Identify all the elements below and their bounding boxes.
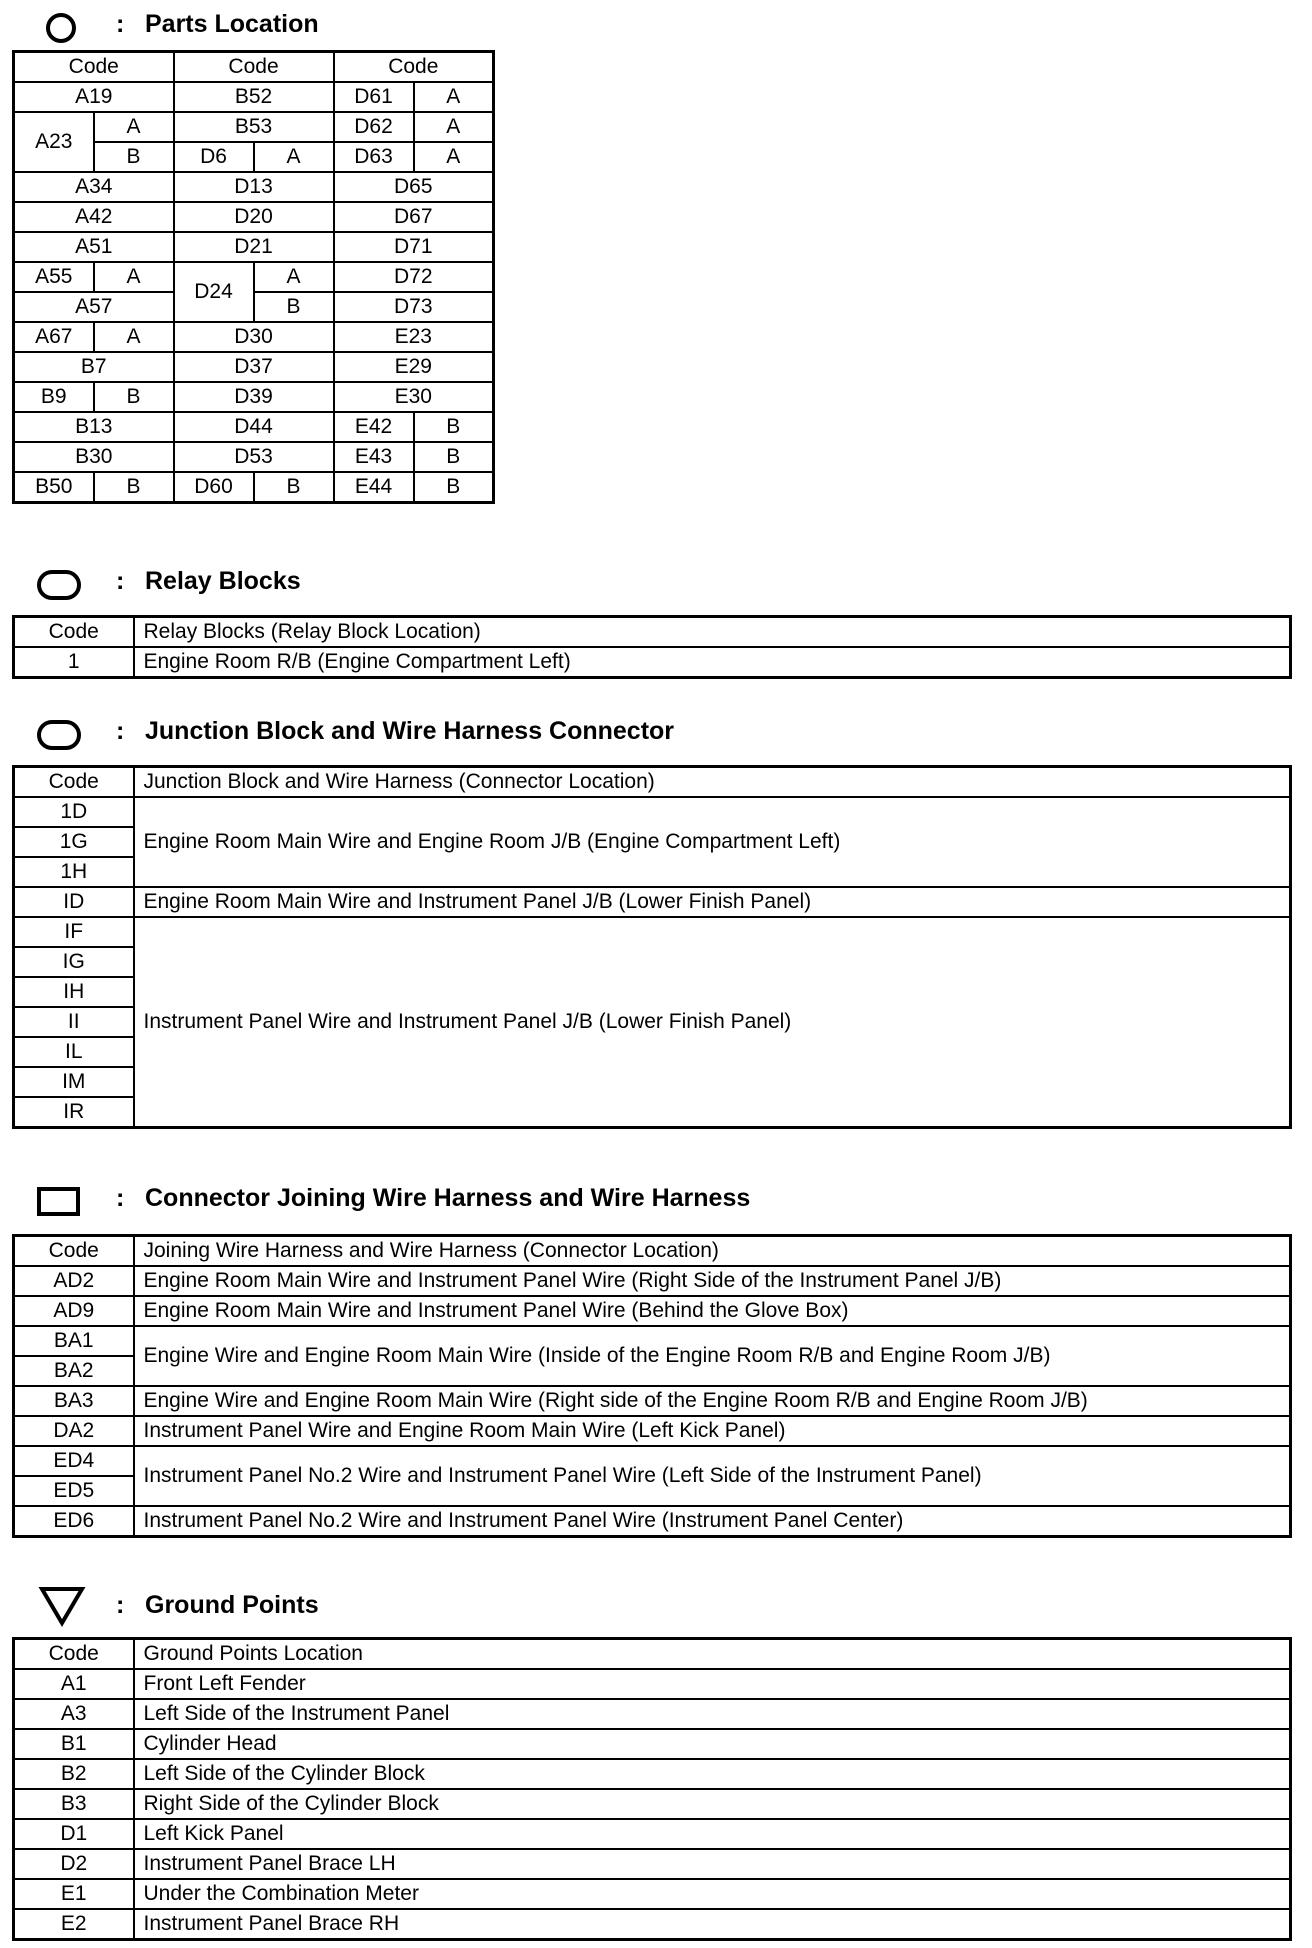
connector-description: Instrument Panel Wire and Engine Room Main Wire (Left Kick Panel) [134,1416,1291,1446]
junction-code: ID [14,887,134,917]
header-code: Code [14,1236,134,1267]
header-code: Code [334,52,494,83]
parts-location-heading [0,8,1312,48]
table-row [14,917,1291,947]
heading-colon: : [116,717,125,745]
ground-code: A1 [14,1669,134,1699]
ground-description: Left Side of the Instrument Panel [134,1699,1291,1729]
table-row [14,472,494,503]
table-row [14,887,1291,917]
table-row [14,617,1291,648]
junction-blocks-table [12,765,1292,1129]
part-sub: A [94,112,174,142]
ground-description: Under the Combination Meter [134,1879,1291,1909]
relay-description: Engine Room R/B (Engine Compartment Left) [134,647,1291,678]
connector-code: ED5 [14,1476,134,1506]
table-row [14,647,1291,678]
connector-code: BA1 [14,1326,134,1356]
table-row [14,1849,1291,1879]
section-title: Connector Joining Wire Harness and Wire Harness [145,1184,751,1212]
connector-code: AD2 [14,1266,134,1296]
junction-code: 1D [14,797,134,827]
table-row [14,112,494,142]
part-sub: B [94,472,174,503]
part-sub: B [414,472,494,503]
table-row [14,1386,1291,1416]
ground-code: E1 [14,1879,134,1909]
ground-description: Right Side of the Cylinder Block [134,1789,1291,1819]
heading-colon: : [116,10,125,38]
table-row [14,1879,1291,1909]
heading-colon: : [116,1591,125,1619]
table-row [14,322,494,352]
ground-points-heading [0,1585,1312,1625]
part-code: D73 [334,292,494,322]
table-row [14,412,494,442]
part-code: A55 [14,262,94,292]
junction-code: IH [14,977,134,1007]
junction-code: 1H [14,857,134,887]
junction-code: IM [14,1067,134,1097]
table-row [14,797,1291,827]
part-code: E44 [334,472,414,503]
table-row [14,1416,1291,1446]
connectors-heading [0,1182,1312,1222]
header-code: Code [14,1639,134,1670]
ground-code: B3 [14,1789,134,1819]
junction-code: IG [14,947,134,977]
part-sub: B [414,442,494,472]
part-code: D62 [334,112,414,142]
table-row [14,1296,1291,1326]
square-icon [36,1186,82,1218]
part-sub: B [254,472,334,503]
table-row [14,1699,1291,1729]
part-code: A51 [14,232,174,262]
connector-description: Engine Room Main Wire and Instrument Panel Wire (Behind the Glove Box) [134,1296,1291,1326]
part-code: D24 [174,262,254,322]
table-row [14,202,494,232]
ground-description: Instrument Panel Brace RH [134,1909,1291,1940]
heading-colon: : [116,1184,125,1212]
parts-location-table [12,50,495,504]
table-row [14,82,494,112]
connectors-table [12,1234,1292,1538]
connector-code: ED4 [14,1446,134,1476]
part-code: B30 [14,442,174,472]
part-code: D72 [334,262,494,292]
header-description: Joining Wire Harness and Wire Harness (Connector Location) [134,1236,1291,1267]
section-title: Ground Points [145,1591,319,1619]
connector-code: BA3 [14,1386,134,1416]
part-sub: B [94,142,174,172]
part-code: D6 [174,142,254,172]
part-code: D21 [174,232,334,262]
part-code: A57 [14,292,174,322]
part-code: E23 [334,322,494,352]
table-row [14,352,494,382]
connector-code: AD9 [14,1296,134,1326]
part-sub: A [94,322,174,352]
part-sub: A [414,142,494,172]
connector-code: ED6 [14,1506,134,1537]
triangle-down-icon [38,1585,86,1627]
table-row [14,1729,1291,1759]
part-code: E42 [334,412,414,442]
part-code: D67 [334,202,494,232]
header-description: Relay Blocks (Relay Block Location) [134,617,1291,648]
junction-code: 1G [14,827,134,857]
part-sub: B [254,292,334,322]
connector-description: Engine Wire and Engine Room Main Wire (Inside of the Engine Room R/B and Engine Room J/B) [134,1326,1291,1386]
part-code: D44 [174,412,334,442]
part-code: B53 [174,112,334,142]
part-code: E30 [334,382,494,412]
table-row [14,52,494,83]
table-row [14,442,494,472]
table-row [14,232,494,262]
part-code: D13 [174,172,334,202]
relay-blocks-table [12,615,1292,679]
junction-code: IR [14,1097,134,1128]
part-code: B9 [14,382,94,412]
section-title: Junction Block and Wire Harness Connector [145,717,675,745]
header-description: Junction Block and Wire Harness (Connector Location) [134,767,1291,798]
connector-description: Engine Room Main Wire and Instrument Panel Wire (Right Side of the Instrument Panel J/B) [134,1266,1291,1296]
table-row [14,1639,1291,1670]
circle-icon [44,11,78,45]
ground-code: B1 [14,1729,134,1759]
connector-description: Instrument Panel No.2 Wire and Instrument Panel Wire (Left Side of the Instrument Panel) [134,1446,1291,1506]
heading-colon: : [116,567,125,595]
table-row [14,1266,1291,1296]
connector-description: Engine Wire and Engine Room Main Wire (Right side of the Engine Room R/B and Engine Room J/B) [134,1386,1291,1416]
part-code: D39 [174,382,334,412]
relay-code: 1 [14,647,134,678]
ground-code: E2 [14,1909,134,1940]
part-code: D63 [334,142,414,172]
header-code: Code [174,52,334,83]
table-row [14,172,494,202]
ground-description: Front Left Fender [134,1669,1291,1699]
part-code: D30 [174,322,334,352]
part-code: D60 [174,472,254,503]
part-code: B52 [174,82,334,112]
junction-description: Instrument Panel Wire and Instrument Panel J/B (Lower Finish Panel) [134,917,1291,1128]
ground-description: Left Kick Panel [134,1819,1291,1849]
connector-code: BA2 [14,1356,134,1386]
section-title: Parts Location [145,10,319,38]
part-code: A34 [14,172,174,202]
part-code: B13 [14,412,174,442]
part-code: D71 [334,232,494,262]
part-sub: B [94,382,174,412]
junction-code: II [14,1007,134,1037]
rounded-oval-icon [36,569,82,601]
header-code: Code [14,767,134,798]
ground-points-table [12,1637,1292,1941]
part-code: A23 [14,112,94,172]
table-row [14,1669,1291,1699]
part-code: D20 [174,202,334,232]
table-row [14,292,494,322]
part-code: E43 [334,442,414,472]
table-row [14,1326,1291,1356]
rounded-oval-icon [36,719,82,751]
part-sub: A [254,262,334,292]
junction-description: Engine Room Main Wire and Instrument Panel J/B (Lower Finish Panel) [134,887,1291,917]
connector-description: Instrument Panel No.2 Wire and Instrument Panel Wire (Instrument Panel Center) [134,1506,1291,1537]
part-sub: A [414,82,494,112]
table-row [14,262,494,292]
header-description: Ground Points Location [134,1639,1291,1670]
part-code: A42 [14,202,174,232]
ground-code: D2 [14,1849,134,1879]
ground-code: A3 [14,1699,134,1729]
section-title: Relay Blocks [145,567,301,595]
ground-description: Left Side of the Cylinder Block [134,1759,1291,1789]
table-row [14,1909,1291,1940]
part-code: A67 [14,322,94,352]
part-code: A19 [14,82,174,112]
header-code: Code [14,52,174,83]
table-row [14,1236,1291,1267]
part-code: B50 [14,472,94,503]
relay-blocks-heading [0,565,1312,605]
ground-code: B2 [14,1759,134,1789]
part-code: E29 [334,352,494,382]
junction-code: IF [14,917,134,947]
ground-description: Instrument Panel Brace LH [134,1849,1291,1879]
table-row [14,1759,1291,1789]
table-row [14,767,1291,798]
table-row [14,382,494,412]
junction-blocks-heading [0,715,1312,755]
part-sub: A [94,262,174,292]
junction-code: IL [14,1037,134,1067]
table-row [14,1506,1291,1537]
table-row [14,1819,1291,1849]
table-row [14,1446,1291,1476]
ground-code: D1 [14,1819,134,1849]
part-code: D37 [174,352,334,382]
part-sub: A [414,112,494,142]
junction-description: Engine Room Main Wire and Engine Room J/B (Engine Compartment Left) [134,797,1291,887]
connector-code: DA2 [14,1416,134,1446]
part-sub: B [414,412,494,442]
ground-description: Cylinder Head [134,1729,1291,1759]
part-sub: A [254,142,334,172]
part-code: D65 [334,172,494,202]
table-row [14,1789,1291,1819]
header-code: Code [14,617,134,648]
part-code: D53 [174,442,334,472]
part-code: B7 [14,352,174,382]
part-code: D61 [334,82,414,112]
